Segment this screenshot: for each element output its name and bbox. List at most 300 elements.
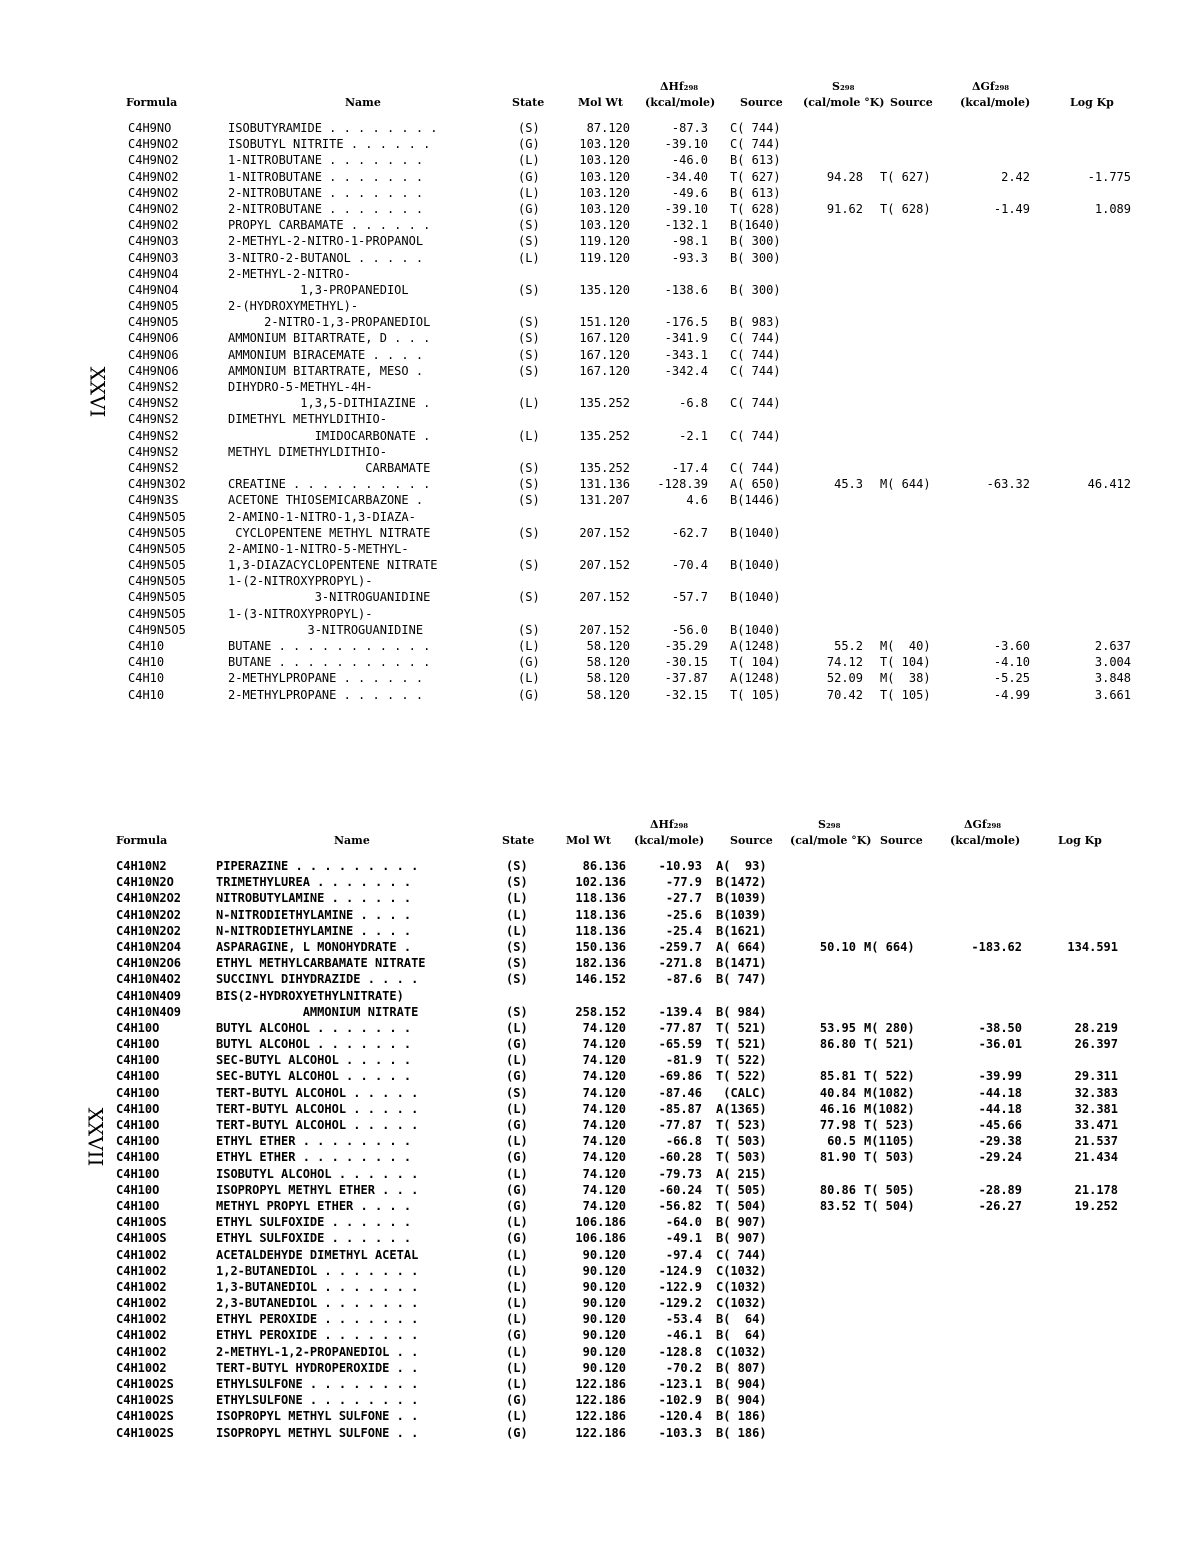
table-row xyxy=(0,120,1184,136)
cell-formula: C4H10O2S xyxy=(116,1393,174,1408)
cell-name: BUTANE . . . . . . . . . . . xyxy=(228,639,431,653)
cell-mol-wt: 74.120 xyxy=(582,1166,626,1181)
col-source2-header: Source xyxy=(880,834,923,847)
cell-state: (S) xyxy=(518,590,540,605)
cell-name: 1,3,5-DITHIAZINE . xyxy=(228,396,431,411)
cell-source: T( 523) xyxy=(716,1118,767,1132)
cell-formula: C4H9NS2 xyxy=(128,412,179,427)
cell-state: (G) xyxy=(518,201,540,216)
cell-mol-wt: 87.120 xyxy=(586,121,630,135)
col-source-header: Source xyxy=(740,96,783,109)
cell-name: N-NITRODIETHYLAMINE . . . . xyxy=(216,923,412,938)
cell-formula: C4H9N3S xyxy=(128,493,179,508)
cell-entropy: 83.52 xyxy=(819,1198,856,1213)
cell-state: (G) xyxy=(518,655,540,670)
cell-state: (S) xyxy=(518,121,540,135)
cell-name: TERT-BUTYL ALCOHOL . . . . . xyxy=(216,1118,419,1132)
cell-name: 2-METHYL-2-NITRO-1-PROPANOL xyxy=(228,234,424,249)
cell-source: C(1032) xyxy=(716,1279,767,1294)
cell-entropy: 86.80 xyxy=(819,1037,856,1052)
cell-mol-wt: 102.136 xyxy=(575,875,626,890)
cell-source: B( 984) xyxy=(716,1004,767,1019)
table-row xyxy=(0,890,1184,906)
table-row xyxy=(0,687,1184,703)
cell-state: (L) xyxy=(506,1344,528,1359)
cell-mol-wt: 90.120 xyxy=(582,1344,626,1359)
cell-dhf: -103.3 xyxy=(658,1425,702,1440)
cell-dhf: -37.87 xyxy=(664,671,708,686)
cell-formula: C4H10O2 xyxy=(116,1247,167,1262)
cell-formula: C4H10O2 xyxy=(116,1360,167,1375)
cell-dhf: -343.1 xyxy=(664,347,708,362)
cell-mol-wt: 74.120 xyxy=(582,1101,626,1116)
table-row xyxy=(0,1230,1184,1246)
cell-mol-wt: 74.120 xyxy=(582,1085,626,1100)
cell-state: (S) xyxy=(518,363,540,378)
cell-name: 2-METHYL-2-NITRO- xyxy=(228,266,351,281)
cell-source: B( 186) xyxy=(716,1425,767,1440)
table-row xyxy=(0,874,1184,890)
cell-state: (G) xyxy=(518,137,540,152)
table-row xyxy=(0,1036,1184,1052)
cell-name: TERT-BUTYL ALCOHOL . . . . . xyxy=(216,1101,419,1116)
cell-name: SEC-BUTYL ALCOHOL . . . . . xyxy=(216,1053,412,1068)
cell-formula: C4H10O xyxy=(116,1020,160,1035)
cell-state: (L) xyxy=(518,671,540,686)
cell-state: (L) xyxy=(506,1296,528,1311)
cell-state: (L) xyxy=(506,1166,528,1181)
table-row xyxy=(0,201,1184,217)
cell-state: (L) xyxy=(506,1360,528,1375)
side-label-xxvi: XXVI xyxy=(85,366,110,418)
cell-source: C( 744) xyxy=(730,363,781,378)
table-row xyxy=(0,347,1184,363)
table-block-2 xyxy=(0,818,1184,1441)
cell-formula: C4H10N4O2 xyxy=(116,972,182,987)
cell-dhf: -87.3 xyxy=(671,121,708,135)
cell-state: (G) xyxy=(518,687,540,702)
table-row xyxy=(0,1020,1184,1036)
cell-dgf: -26.27 xyxy=(978,1198,1022,1213)
cell-dhf: -56.0 xyxy=(671,622,708,637)
cell-entropy-source: T( 523) xyxy=(864,1118,915,1132)
cell-formula: C4H10N2O2 xyxy=(116,891,182,906)
cell-state: (S) xyxy=(518,218,540,233)
cell-formula: C4H9NO3 xyxy=(128,250,179,265)
cell-formula: C4H10N4O9 xyxy=(116,988,182,1003)
cell-dhf: -176.5 xyxy=(664,315,708,330)
col-dhf-header: ΔHf₂₉₈ xyxy=(660,80,699,93)
cell-mol-wt: 74.120 xyxy=(582,1069,626,1084)
table-row xyxy=(0,330,1184,346)
cell-dgf: -36.01 xyxy=(978,1037,1022,1052)
cell-entropy-source: T( 521) xyxy=(864,1037,915,1052)
cell-dgf: -44.18 xyxy=(978,1085,1022,1100)
cell-state: (S) xyxy=(518,477,540,492)
cell-dhf: -98.1 xyxy=(671,234,708,249)
cell-source: A( 93) xyxy=(716,859,767,873)
cell-source: T( 503) xyxy=(716,1150,767,1165)
cell-dhf: -70.4 xyxy=(671,558,708,573)
table-block-1 xyxy=(0,80,1184,703)
cell-name: CARBAMATE xyxy=(228,460,431,475)
table-row xyxy=(0,411,1184,427)
cell-state: (G) xyxy=(506,1069,528,1084)
cell-log-kp: 21.178 xyxy=(1074,1182,1118,1197)
cell-dgf: -5.25 xyxy=(993,671,1030,686)
cell-formula: C4H10N2O2 xyxy=(116,907,182,922)
cell-name: 2-METHYLPROPANE . . . . . . xyxy=(228,687,424,702)
cell-mol-wt: 131.136 xyxy=(579,477,630,492)
cell-source: B(1472) xyxy=(716,875,767,890)
table-row xyxy=(0,670,1184,686)
cell-dhf: -87.46 xyxy=(658,1085,702,1100)
cell-source: T( 104) xyxy=(730,655,781,670)
cell-source: A(1248) xyxy=(730,671,781,686)
cell-mol-wt: 86.136 xyxy=(582,859,626,873)
cell-name: ETHYL METHYLCARBAMATE NITRATE xyxy=(216,956,426,971)
cell-source: C( 744) xyxy=(730,121,781,135)
table-row xyxy=(0,1344,1184,1360)
cell-formula: C4H10OS xyxy=(116,1215,167,1230)
cell-formula: C4H9NS2 xyxy=(128,444,179,459)
cell-log-kp: 21.434 xyxy=(1074,1150,1118,1165)
table-rows-2 xyxy=(0,858,1184,1441)
cell-formula: C4H10O xyxy=(116,1134,160,1149)
cell-entropy: 40.84 xyxy=(819,1085,856,1100)
cell-formula: C4H10O xyxy=(116,1069,160,1084)
cell-state: (L) xyxy=(518,396,540,411)
table-header xyxy=(0,818,1184,858)
cell-formula: C4H9NO2 xyxy=(128,137,179,152)
cell-dhf: -77.87 xyxy=(658,1020,702,1035)
cell-source: B( 983) xyxy=(730,315,781,330)
cell-dgf: -28.89 xyxy=(978,1182,1022,1197)
cell-dhf: -2.1 xyxy=(679,428,708,443)
cell-source: T( 628) xyxy=(730,201,781,216)
cell-state: (S) xyxy=(518,493,540,508)
cell-dhf: -46.1 xyxy=(665,1328,702,1343)
cell-name: SUCCINYL DIHYDRAZIDE . . . . xyxy=(216,972,419,987)
cell-formula: C4H10O2S xyxy=(116,1377,174,1391)
cell-dgf: 2.42 xyxy=(1001,169,1030,184)
cell-formula: C4H9NO4 xyxy=(128,266,179,281)
cell-source: B( 300) xyxy=(730,234,781,249)
cell-formula: C4H10O xyxy=(116,1198,160,1213)
cell-state: (G) xyxy=(506,1150,528,1165)
cell-log-kp: 26.397 xyxy=(1074,1037,1118,1052)
cell-state: (G) xyxy=(506,1393,528,1408)
cell-entropy: 80.86 xyxy=(819,1182,856,1197)
cell-source: T( 522) xyxy=(716,1053,767,1068)
cell-mol-wt: 74.120 xyxy=(582,1182,626,1197)
cell-dhf: -123.1 xyxy=(658,1377,702,1391)
table-row xyxy=(0,1052,1184,1068)
cell-dhf: -60.24 xyxy=(658,1182,702,1197)
cell-dhf: -139.4 xyxy=(658,1004,702,1019)
table-row xyxy=(0,217,1184,233)
table-row xyxy=(0,541,1184,557)
cell-name: AMMONIUM BITARTRATE, D . . . xyxy=(228,331,431,346)
cell-state: (S) xyxy=(506,939,528,954)
cell-dhf: -85.87 xyxy=(658,1101,702,1116)
cell-formula: C4H9NO6 xyxy=(128,331,179,346)
cell-mol-wt: 182.136 xyxy=(575,956,626,971)
cell-entropy-source: T( 505) xyxy=(864,1182,915,1197)
cell-source: B( 300) xyxy=(730,250,781,265)
table-row xyxy=(0,1149,1184,1165)
cell-state: (L) xyxy=(506,1134,528,1149)
cell-state: (L) xyxy=(518,428,540,443)
cell-source: B( 300) xyxy=(730,282,781,297)
cell-source: T( 504) xyxy=(716,1198,767,1213)
cell-dhf: -35.29 xyxy=(664,639,708,653)
cell-dhf: -34.40 xyxy=(664,169,708,184)
cell-formula: C4H10N2O4 xyxy=(116,939,182,954)
cell-name: ETHYL SULFOXIDE . . . . . . xyxy=(216,1215,412,1230)
cell-dgf: -1.49 xyxy=(993,201,1030,216)
cell-state: (L) xyxy=(506,891,528,906)
cell-name: 1-(3-NITROXYPROPYL)- xyxy=(228,606,373,621)
cell-entropy-source: M( 664) xyxy=(864,939,915,954)
cell-entropy: 81.90 xyxy=(819,1150,856,1165)
cell-name: AMMONIUM NITRATE xyxy=(216,1004,419,1019)
cell-name: ISOBUTYL ALCOHOL . . . . . . xyxy=(216,1166,419,1181)
cell-state: (G) xyxy=(506,1425,528,1440)
cell-mol-wt: 207.152 xyxy=(579,590,630,605)
cell-dhf: -97.4 xyxy=(665,1247,702,1262)
cell-mol-wt: 90.120 xyxy=(582,1312,626,1327)
cell-mol-wt: 74.120 xyxy=(582,1020,626,1035)
cell-source: (CALC) xyxy=(716,1085,767,1100)
cell-dhf: -49.6 xyxy=(671,185,708,200)
col-s-header: S₂₉₈ xyxy=(818,818,841,831)
cell-name: CYCLOPENTENE METHYL NITRATE xyxy=(228,525,431,540)
cell-formula: C4H10N2O xyxy=(116,875,174,890)
cell-dhf: -10.93 xyxy=(658,859,702,873)
cell-name: 2,3-BUTANEDIOL . . . . . . . xyxy=(216,1296,419,1311)
table-row xyxy=(0,1263,1184,1279)
table-row xyxy=(0,1279,1184,1295)
cell-dhf: -93.3 xyxy=(671,250,708,265)
cell-formula: C4H9NO3 xyxy=(128,234,179,249)
cell-state: (S) xyxy=(506,875,528,890)
cell-name: 2-AMINO-1-NITRO-5-METHYL- xyxy=(228,541,409,556)
cell-state: (L) xyxy=(506,1312,528,1327)
cell-mol-wt: 118.136 xyxy=(575,907,626,922)
cell-source: C(1032) xyxy=(716,1296,767,1311)
table-row xyxy=(0,1408,1184,1424)
cell-mol-wt: 146.152 xyxy=(575,972,626,987)
table-row xyxy=(0,988,1184,1004)
cell-formula: C4H9N5O5 xyxy=(128,574,186,589)
col-s-header: S₂₉₈ xyxy=(832,80,855,93)
cell-mol-wt: 122.186 xyxy=(575,1377,626,1391)
cell-source: C(1032) xyxy=(716,1263,767,1278)
cell-state: (L) xyxy=(518,250,540,265)
cell-state: (S) xyxy=(518,525,540,540)
cell-mol-wt: 90.120 xyxy=(582,1296,626,1311)
cell-mol-wt: 122.186 xyxy=(575,1425,626,1440)
table-row xyxy=(0,185,1184,201)
cell-entropy-source: M( 644) xyxy=(880,477,931,492)
cell-source: T( 503) xyxy=(716,1134,767,1149)
cell-dgf: -44.18 xyxy=(978,1101,1022,1116)
cell-formula: C4H10N2O2 xyxy=(116,923,182,938)
table-row xyxy=(0,169,1184,185)
col-source2-header: Source xyxy=(890,96,933,109)
cell-entropy: 55.2 xyxy=(834,639,863,653)
cell-name: ETHYLSULFONE . . . . . . . . xyxy=(216,1393,419,1408)
table-row xyxy=(0,557,1184,573)
cell-mol-wt: 90.120 xyxy=(582,1247,626,1262)
cell-name: 1,3-BUTANEDIOL . . . . . . . xyxy=(216,1279,419,1294)
cell-state: (L) xyxy=(506,1377,528,1391)
cell-source: B( 904) xyxy=(716,1393,767,1408)
cell-state: (G) xyxy=(506,1231,528,1246)
cell-name: METHYL DIMETHYLDITHIO- xyxy=(228,444,387,459)
cell-formula: C4H10O2 xyxy=(116,1279,167,1294)
cell-log-kp: 2.637 xyxy=(1094,639,1131,653)
cell-entropy-source: T( 105) xyxy=(880,687,931,702)
cell-state: (L) xyxy=(506,1215,528,1230)
cell-name: ISOBUTYL NITRITE . . . . . . xyxy=(228,137,431,152)
cell-formula: C4H10OS xyxy=(116,1231,167,1246)
cell-source: T( 105) xyxy=(730,687,781,702)
cell-mol-wt: 103.120 xyxy=(579,218,630,233)
cell-mol-wt: 150.136 xyxy=(575,939,626,954)
cell-name: ACETALDEHYDE DIMETHYL ACETAL xyxy=(216,1247,419,1262)
cell-dhf: -79.73 xyxy=(658,1166,702,1181)
cell-mol-wt: 74.120 xyxy=(582,1150,626,1165)
cell-log-kp: -1.775 xyxy=(1087,169,1131,184)
table-row xyxy=(0,428,1184,444)
cell-name: 1-(2-NITROXYPROPYL)- xyxy=(228,574,373,589)
side-label-xxvii: XXVII xyxy=(83,1107,108,1167)
cell-dgf: -4.99 xyxy=(993,687,1030,702)
cell-formula: C4H10O xyxy=(116,1053,160,1068)
cell-state: (S) xyxy=(518,460,540,475)
cell-dhf: -65.59 xyxy=(658,1037,702,1052)
cell-mol-wt: 207.152 xyxy=(579,622,630,637)
cell-name: ETHYL PEROXIDE . . . . . . . xyxy=(216,1328,419,1343)
cell-dhf: -128.8 xyxy=(658,1344,702,1359)
table-row xyxy=(0,939,1184,955)
cell-name: BUTYL ALCOHOL . . . . . . . xyxy=(216,1020,412,1035)
cell-name: 1,3-PROPANEDIOL xyxy=(228,282,409,297)
cell-formula: C4H9N3O2 xyxy=(128,477,186,492)
cell-name: TRIMETHYLUREA . . . . . . . xyxy=(216,875,412,890)
table-row xyxy=(0,1101,1184,1117)
cell-entropy: 50.10 xyxy=(819,939,856,954)
cell-log-kp: 33.471 xyxy=(1074,1118,1118,1132)
cell-name: ISOPROPYL METHYL SULFONE . . xyxy=(216,1425,419,1440)
col-molwt-header: Mol Wt xyxy=(578,96,623,109)
cell-name: 1,2-BUTANEDIOL . . . . . . . xyxy=(216,1263,419,1278)
cell-entropy-source: M( 280) xyxy=(864,1020,915,1035)
cell-entropy-source: T( 627) xyxy=(880,169,931,184)
cell-dgf: -183.62 xyxy=(971,939,1022,954)
col-dgf-unit: (kcal/mole) xyxy=(960,96,1031,109)
cell-formula: C4H9N5O5 xyxy=(128,509,186,524)
col-dhf-unit: (kcal/mole) xyxy=(634,834,705,847)
cell-entropy-source: M(1082) xyxy=(864,1101,915,1116)
cell-formula: C4H10O2S xyxy=(116,1425,174,1440)
cell-dhf: -132.1 xyxy=(664,218,708,233)
cell-dhf: -62.7 xyxy=(671,525,708,540)
cell-state: (L) xyxy=(518,185,540,200)
cell-mol-wt: 135.252 xyxy=(579,396,630,411)
cell-entropy: 60.5 xyxy=(827,1134,856,1149)
cell-formula: C4H10N2 xyxy=(116,859,167,873)
cell-state: (L) xyxy=(518,639,540,653)
cell-name: ISOPROPYL METHYL ETHER . . . xyxy=(216,1182,419,1197)
cell-source: C( 744) xyxy=(730,347,781,362)
cell-name: 3-NITROGUANIDINE xyxy=(228,622,424,637)
cell-state: (G) xyxy=(506,1182,528,1197)
cell-entropy: 46.16 xyxy=(819,1101,856,1116)
table-row xyxy=(0,314,1184,330)
cell-log-kp: 3.661 xyxy=(1094,687,1131,702)
cell-formula: C4H10O xyxy=(116,1150,160,1165)
cell-dhf: -271.8 xyxy=(658,956,702,971)
cell-name: ISOBUTYRAMIDE . . . . . . . . xyxy=(228,121,438,135)
cell-mol-wt: 122.186 xyxy=(575,1409,626,1424)
cell-dhf: -25.6 xyxy=(665,907,702,922)
cell-log-kp: 3.004 xyxy=(1094,655,1131,670)
cell-formula: C4H10 xyxy=(128,687,165,702)
cell-entropy-source: T( 104) xyxy=(880,655,931,670)
cell-formula: C4H9NO2 xyxy=(128,153,179,168)
cell-formula: C4H9NO2 xyxy=(128,218,179,233)
cell-formula: C4H10O2 xyxy=(116,1263,167,1278)
cell-entropy: 85.81 xyxy=(819,1069,856,1084)
cell-dhf: -69.86 xyxy=(658,1069,702,1084)
cell-mol-wt: 58.120 xyxy=(586,639,630,653)
cell-mol-wt: 118.136 xyxy=(575,923,626,938)
cell-dhf: -39.10 xyxy=(664,201,708,216)
cell-dhf: -342.4 xyxy=(664,363,708,378)
table-row xyxy=(0,1182,1184,1198)
cell-dhf: -17.4 xyxy=(671,460,708,475)
table-row xyxy=(0,907,1184,923)
cell-formula: C4H9NO4 xyxy=(128,282,179,297)
cell-dhf: -138.6 xyxy=(664,282,708,297)
cell-dhf: -129.2 xyxy=(658,1296,702,1311)
cell-name: 2-NITROBUTANE . . . . . . . xyxy=(228,185,424,200)
cell-formula: C4H9NO5 xyxy=(128,315,179,330)
cell-mol-wt: 74.120 xyxy=(582,1037,626,1052)
cell-log-kp: 19.252 xyxy=(1074,1198,1118,1213)
cell-formula: C4H9NO6 xyxy=(128,347,179,362)
table-header xyxy=(0,80,1184,120)
cell-name: AMMONIUM BIRACEMATE . . . . xyxy=(228,347,424,362)
cell-mol-wt: 167.120 xyxy=(579,331,630,346)
cell-source: C(1032) xyxy=(716,1344,767,1359)
cell-source: B(1040) xyxy=(730,622,781,637)
cell-mol-wt: 207.152 xyxy=(579,525,630,540)
cell-entropy: 77.98 xyxy=(819,1118,856,1132)
cell-formula: C4H10O xyxy=(116,1037,160,1052)
cell-name: BUTANE . . . . . . . . . . . xyxy=(228,655,431,670)
cell-mol-wt: 151.120 xyxy=(579,315,630,330)
cell-mol-wt: 90.120 xyxy=(582,1279,626,1294)
cell-name: 2-NITROBUTANE . . . . . . . xyxy=(228,201,424,216)
cell-dhf: -53.4 xyxy=(665,1312,702,1327)
cell-dhf: -120.4 xyxy=(658,1409,702,1424)
table-row xyxy=(0,1392,1184,1408)
cell-source: B( 907) xyxy=(716,1215,767,1230)
